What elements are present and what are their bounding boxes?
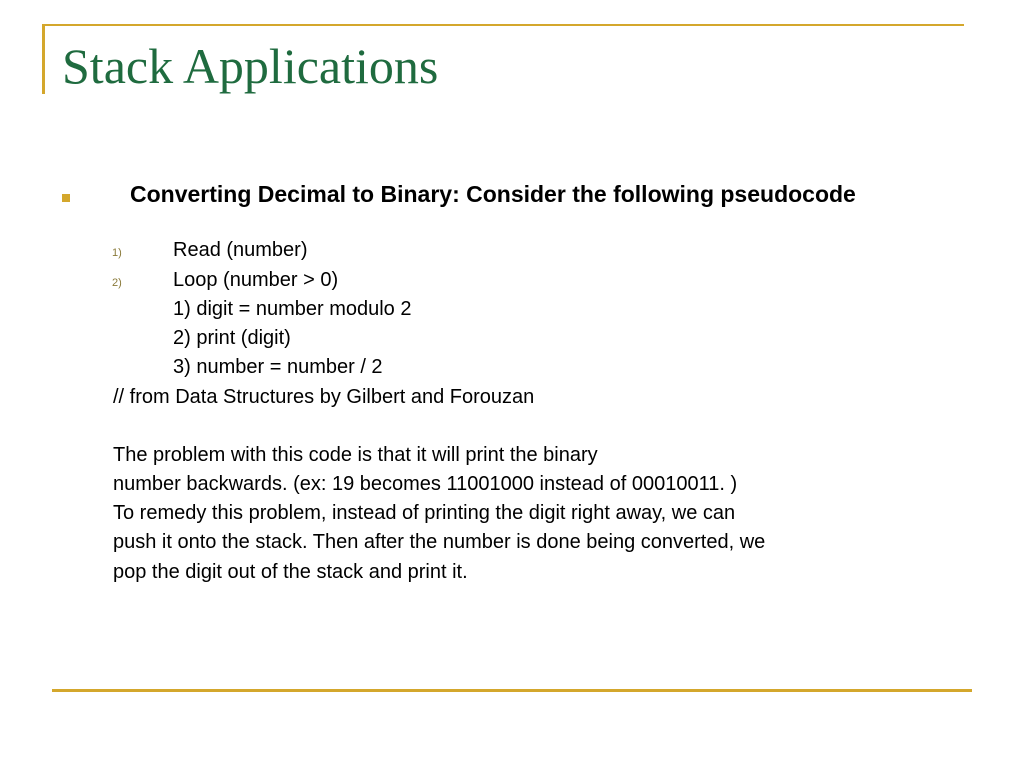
step-text: Loop (number > 0) <box>173 269 339 291</box>
paragraph-line: To remedy this problem, instead of printing the digit right away, we can <box>113 502 736 524</box>
substep-text: 2) print (digit) <box>173 327 291 349</box>
step-text: Read (number) <box>173 239 308 261</box>
paragraph-line: pop the digit out of the stack and print it. <box>113 561 468 583</box>
paragraph-line: number backwards. (ex: 19 becomes 11001000 instead of 00010011. ) <box>113 473 738 495</box>
paragraph-line: push it onto the stack. Then after the number is done being converted, we <box>113 531 766 553</box>
source-note: // from Data Structures by Gilbert and Forouzan <box>113 386 535 408</box>
frame-top-line <box>42 24 964 26</box>
step-marker: 2) <box>112 277 122 289</box>
bullet-heading: Converting Decimal to Binary: Consider the following pseudocode <box>130 181 856 207</box>
step-marker: 1) <box>112 247 122 259</box>
slide-title: Stack Applications <box>62 38 439 94</box>
frame-vertical-line <box>42 24 45 94</box>
frame-bottom-line <box>52 689 972 692</box>
paragraph-line: The problem with this code is that it will print the binary <box>113 444 598 466</box>
square-bullet-icon <box>62 194 70 202</box>
substep-text: 3) number = number / 2 <box>173 356 383 378</box>
substep-text: 1) digit = number modulo 2 <box>173 298 412 320</box>
